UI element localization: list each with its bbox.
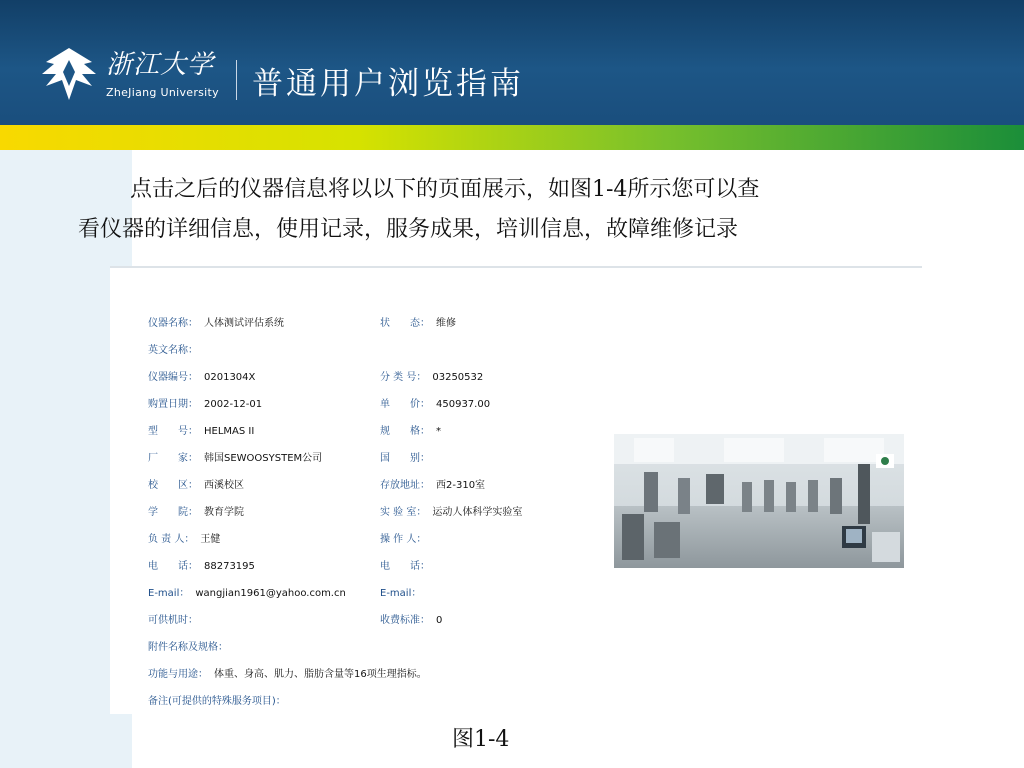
field-english-name: 英文名称： [148,345,198,356]
intro-text [78,170,958,250]
field-remarks: 备注(可提供的特殊服务项目)： [148,696,286,707]
field-specification: 规 格： * [380,426,441,437]
field-status: 状 态： 维修 [380,318,456,329]
field-college: 学 院： 教育学院 [148,507,244,518]
field-accessories: 附件名称及规格： [148,642,228,653]
field-person-in-charge: 负 责 人： 王健 [148,534,221,545]
university-logo-icon [38,46,100,102]
field-phone: 电 话： 88273195 [148,561,255,572]
figure-caption: 图1-4 [452,727,510,752]
instrument-info-screenshot [110,266,922,714]
field-campus: 校 区： 西溪校区 [148,480,244,491]
logo-english-name: ZheJiang University [106,86,219,99]
field-email: E-mail： wangjian1961@yahoo.com.cn [148,588,346,599]
field-manufacturer: 厂 家： 韩国SEWOOSYSTEM公司 [148,453,323,464]
intro-line-1: 点击之后的仪器信息将以以下的页面展示，如图1-4所示您可以查 [130,177,760,202]
field-function: 功能与用途： 体重、身高、肌力、脂肪含量等16项生理指标。 [148,669,427,680]
field-operator: 操 作 人： [380,534,427,545]
accent-stripe [0,125,1024,150]
field-location: 存放地址： 西2-310室 [380,480,486,491]
logo-chinese-name: 浙江大学 [106,50,215,80]
field-unit-price: 单 价： 450937.00 [380,399,491,410]
field-available-time: 可供机时： [148,615,198,626]
field-fee-standard: 收费标准： 0 [380,615,443,626]
field-instrument-number: 仪器编号： 0201304X [148,372,256,383]
field-country: 国 别： [380,453,430,464]
field-instrument-name: 仪器名称： 人体测试评估系统 [148,318,284,329]
field-model: 型 号： HELMAS II [148,426,255,437]
field-category-number: 分 类 号： 03250532 [380,372,484,383]
field-operator-email: E-mail： [380,588,422,599]
field-purchase-date: 购置日期： 2002-12-01 [148,399,263,410]
gym-equipment-photo-icon [614,434,904,568]
field-laboratory: 实 验 室： 运动人体科学实验室 [380,507,523,518]
slide-title: 普通用户浏览指南 [252,66,524,102]
field-operator-phone: 电 话： [380,561,430,572]
header-divider [236,60,237,100]
slide-header [0,0,1024,125]
intro-line-2: 看仪器的详细信息，使用记录，服务成果，培训信息，故障维修记录 [78,217,739,242]
